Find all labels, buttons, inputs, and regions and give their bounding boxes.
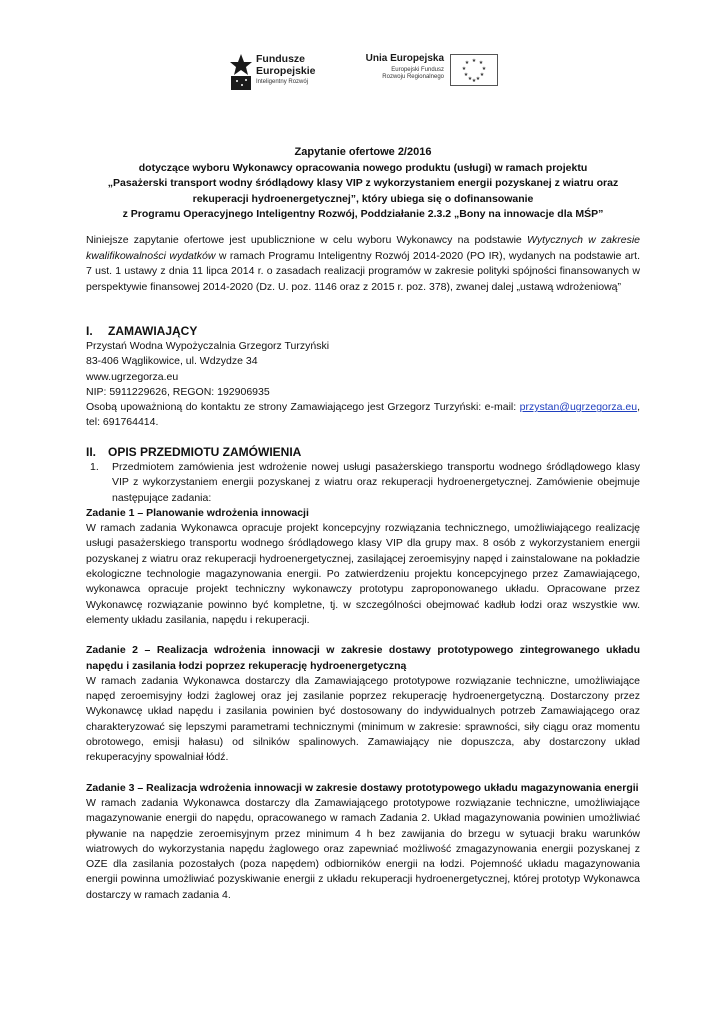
svg-text:★: ★ bbox=[471, 78, 477, 84]
fe-logo-line3: Inteligentny Rozwój bbox=[256, 79, 309, 85]
unia-europejska-logo bbox=[354, 54, 444, 80]
contact-paragraph bbox=[86, 400, 640, 431]
svg-text:★: ★ bbox=[479, 72, 485, 78]
fe-logo-line1: Fundusze bbox=[256, 53, 305, 65]
section-2-title: OPIS PRZEDMIOTU ZAMÓWIENIA bbox=[108, 445, 302, 459]
section-1-title: ZAMAWIAJĄCY bbox=[108, 324, 198, 338]
fe-star-icon bbox=[228, 52, 254, 92]
ue-logo-line2: Europejski Fundusz bbox=[391, 67, 444, 73]
contact-phone: , tel: 691764414. bbox=[86, 401, 640, 429]
section-1-number: I. bbox=[86, 324, 93, 338]
svg-text:★: ★ bbox=[475, 76, 481, 82]
task-3-heading: Zadanie 3 – Realizacja wdrożenia innowacji w zakresie dostawy prototypowego układu magazynowania energii bbox=[86, 781, 639, 794]
section-opis-przedmiotu bbox=[86, 445, 640, 903]
task-2-text: W ramach zadania Wykonawca dostarczy dla Zamawiającego prototypowe rozwiązanie techniczne, umożliwiające napęd zeroemisyjny łodzi żaglowej oraz jej zasilanie poprzez rekuperację hydroenergetyczną. Dostarczony przez Wykonawcę układ napędu i zasilania powinien być dostosowany do indywidualnych potrzeb Zamawiającego oraz charakteryzować się lepszymi parametrami technicznymi (minimum w zakresie: sprawności, siły ciągu oraz momentu obrotowego, emisji hałasu) od silników spalinowych. Zamawiający nie dopuszcza, aby dostarczony układ rekuperacyjny spowalniał łódź. bbox=[86, 674, 640, 764]
task-1-heading: Zadanie 1 – Planowanie wdrożenia innowacji bbox=[86, 506, 309, 519]
section-2-heading bbox=[86, 445, 640, 460]
contact-email-link[interactable]: przystan@ugrzegorza.eu bbox=[519, 401, 638, 414]
title-subline-4: z Programu Operacyjnego Inteligentny Rozwój, Poddziałanie 2.3.2 „Bony na innowacje dla MŚP” bbox=[122, 208, 604, 220]
title-subline-1: dotyczące wyboru Wykonawcy opracowania nowego produktu (usługi) w ramach projektu bbox=[138, 161, 588, 174]
eu-flag-icon bbox=[450, 54, 498, 86]
svg-text:★: ★ bbox=[481, 66, 487, 72]
intro-text-2: w ramach Programu Inteligentny Rozwój 2014-2020 (PO IR), wydanych na podstawie art. 7 ust. 1 ustawy z dnia 11 lipca 2014 r. o zasadach realizacji programów w zakresie polityki spójności finansowanych w perspektywie finansowej 2014-2020 (Dz. U. poz. 1146 oraz z 2015 r. poz. 378), zwanej dalej „ustawą wdrożeniową” bbox=[86, 249, 641, 293]
title-subline-2: „Pasażerski transport wodny śródlądowy klasy VIP z wykorzystaniem energii pozyskanej z wiatru oraz bbox=[107, 177, 619, 189]
svg-text:★: ★ bbox=[461, 66, 467, 72]
svg-text:★: ★ bbox=[463, 72, 469, 78]
svg-text:★: ★ bbox=[464, 60, 470, 66]
fundusze-europejskie-logo bbox=[228, 52, 338, 98]
list-item-number: 1. bbox=[90, 461, 99, 473]
svg-text:★: ★ bbox=[478, 60, 484, 66]
task-1-text: W ramach zadania Wykonawca opracuje projekt koncepcyjny rozwiązania technicznego, umożliwiającego realizację usługi pasażerskiego transportu wodnego śródlądowego klasy VIP dla grupy max. 8 osób z wykorzystaniem energii pozyskanej z wiatru oraz rekuperacji hydroenergetycznej, zasilającej zeroemisyjny napęd i zainstalowane na pokładzie ekologiczne technologie magazynowania energii. Po zatwierdzeniu projektu koncepcyjnego przez Zamawiającego, wykonawca opracuje projekt techniczny wykonawczy prototypu zaproponowanego układu. Opracowane przez Wykonawcę rozwiązanie powinno być kompletne, tj. w szczególności obejmować kadłub łodzi oraz wszystkie ww. elementy układu zasilania, napędu i rekuperacji. bbox=[86, 522, 640, 626]
title-subline-3: rekuperacji hydroenergetycznej”, który ubiega się o dofinansowanie bbox=[192, 192, 534, 205]
buyer-nip-regon: NIP: 5911229626, REGON: 192906935 bbox=[86, 385, 270, 398]
intro-text-1: Niniejsze zapytanie ofertowe jest upublicznione w celu wyboru Wykonawcy na podstawie bbox=[86, 234, 527, 246]
intro-paragraph bbox=[86, 233, 640, 295]
ue-logo-line1: Unia Europejska bbox=[365, 53, 444, 64]
section-2-number: II. bbox=[86, 445, 97, 459]
document-title-block bbox=[86, 145, 640, 223]
contact-text: Osobą upoważnioną do kontaktu ze strony Zamawiającego jest Grzegorz Turzyński: e-mail: bbox=[86, 401, 520, 414]
intro-guidelines-title: Wytycznych w zakresie kwalifikowalności wydatków bbox=[86, 234, 640, 262]
buyer-name: Przystań Wodna Wypożyczalnia Grzegorz Turzyński bbox=[86, 340, 330, 352]
svg-text:★: ★ bbox=[471, 58, 477, 64]
document-title: Zapytanie ofertowe 2/2016 bbox=[294, 146, 432, 158]
section-zamawiajacy bbox=[86, 324, 640, 431]
svg-text:★: ★ bbox=[467, 76, 473, 82]
list-item-text: Przedmiotem zamówienia jest wdrożenie nowej usługi pasażerskiego transportu wodnego śródlądowego klasy VIP z wykorzystaniem energii pozyskanej z wiatru oraz rekuperacji hydroenergetycznej. Zamówienie obejmuje następujące zadania: bbox=[112, 461, 640, 504]
fe-logo-line2: Europejskie bbox=[256, 64, 316, 77]
list-item bbox=[86, 460, 640, 506]
buyer-website: www.ugrzegorza.eu bbox=[86, 370, 179, 383]
buyer-address: 83-406 Wąglikowice, ul. Wdzydze 34 bbox=[86, 355, 258, 368]
task-2-heading: Zadanie 2 – Realizacja wdrożenia innowacji w zakresie dostawy prototypowego zintegrowanego układu napędu i zasilania łodzi poprzez rekuperację hydroenergetyczną bbox=[86, 644, 640, 672]
header-logos bbox=[228, 48, 498, 98]
ue-logo-line3: Rozwoju Regionalnego bbox=[382, 74, 444, 80]
section-1-heading bbox=[86, 324, 640, 339]
task-3-text: W ramach zadania Wykonawca dostarczy dla Zamawiającego prototypowe rozwiązanie techniczne, umożliwiające magazynowanie energii do napędu, opracowanego w ramach Zadania 2. Układ magazynowania powinien umożliwiać pływanie na napędzie zeroemisyjnym przez minimum 4 h bez zawijania do brzegu w sytuacji braku warunków wiatrowych do wykorzystania napędu żaglowego oraz zapewniać możliwość zmagazynowania energii pozyskanej z OZE dla zasilania pozostałych (poza napędem) odbiorników energii na łodzi. Pojemność układu magazynowania energii powinna umożliwiać pozyskiwanie energii z układu rekuperacji hydroenergetycznej, której prototyp Wykonawca dostarczy w ramach zadania 4. bbox=[86, 796, 640, 901]
